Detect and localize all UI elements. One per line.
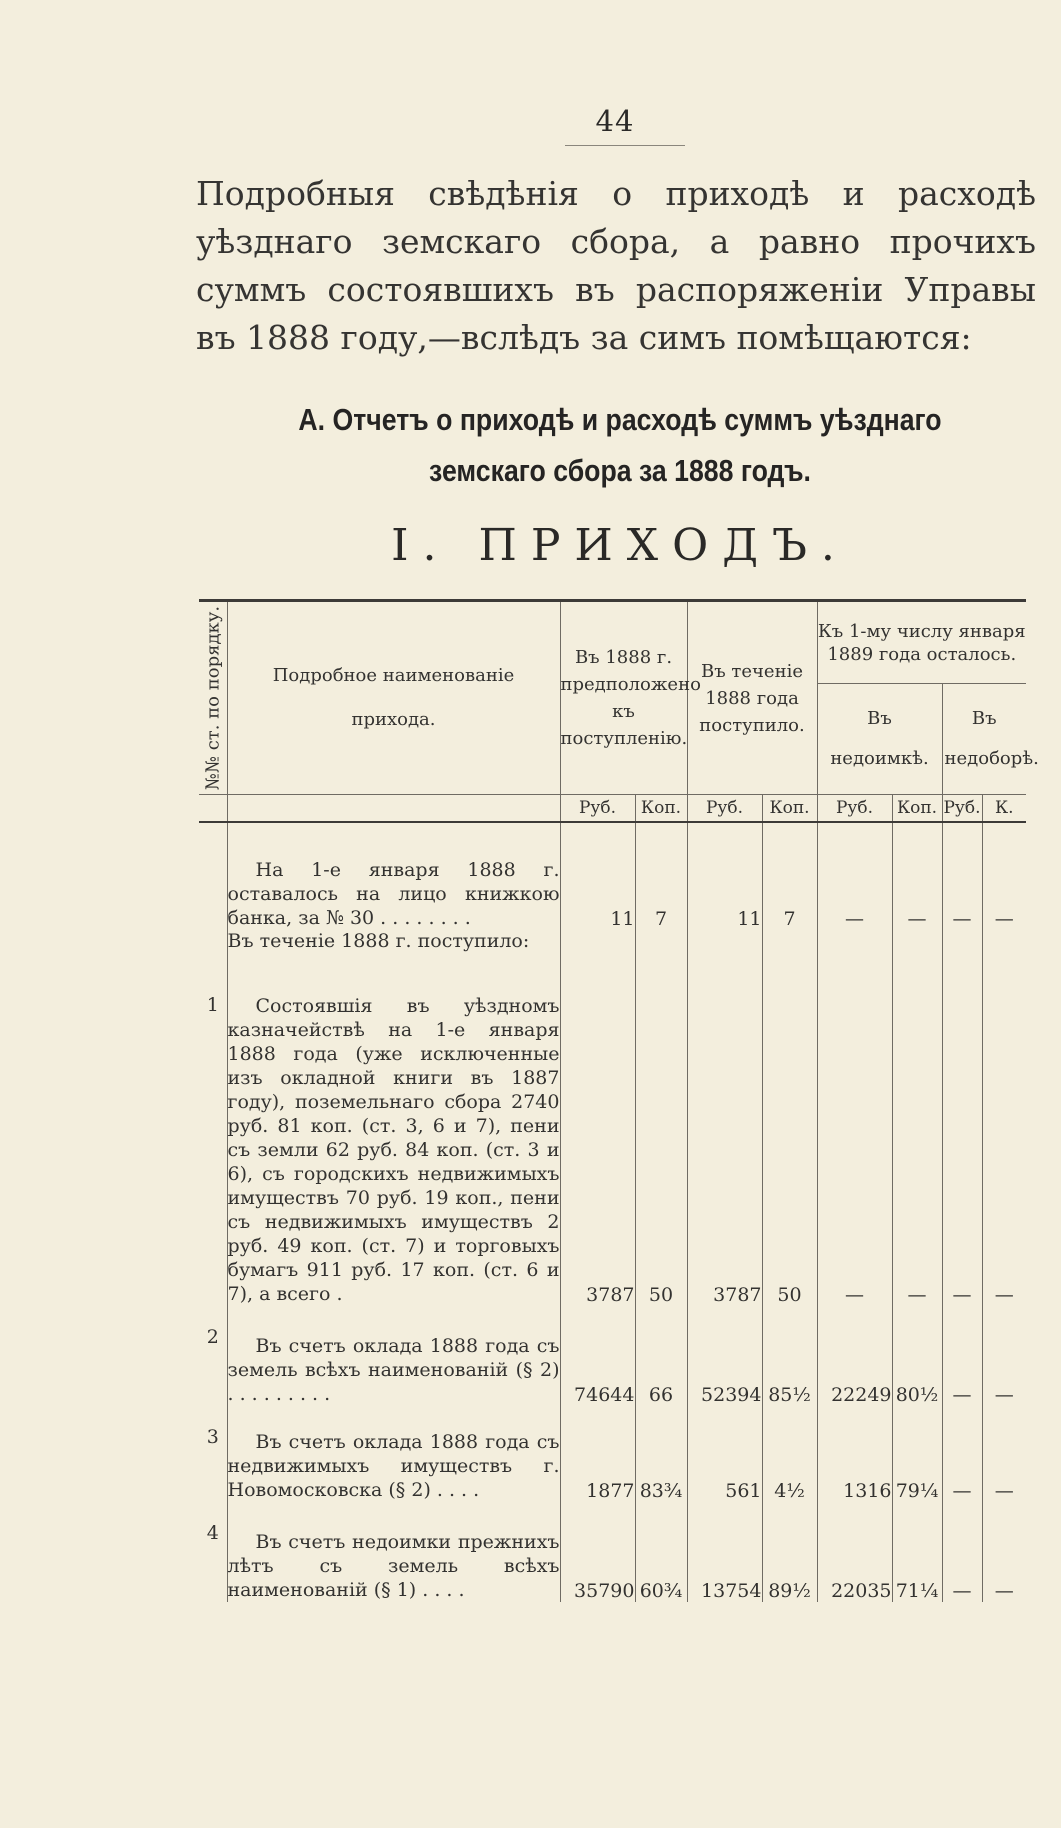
- row-number: [199, 822, 227, 930]
- row-lead-text: Въ теченіе 1888 г. поступило:: [227, 930, 560, 992]
- received-kop: 50: [762, 992, 817, 1306]
- unit-arrears-rub: Руб.: [817, 795, 892, 823]
- unit-arrears-kop: Коп.: [892, 795, 942, 823]
- arrears-rub: —: [817, 992, 892, 1306]
- planned-kop: 50: [635, 992, 687, 1306]
- planned-kop: 83¾: [635, 1406, 687, 1502]
- short-rub: —: [942, 992, 982, 1306]
- section-title-line2: земскаго сбора за 1888 годъ.: [429, 453, 811, 488]
- short-rub: —: [942, 1406, 982, 1502]
- row-description: Въ счетъ оклада 1888 года съ земель всѣхъ наименованій (§ 2) . . . . . . . . .: [227, 1306, 560, 1406]
- short-kop: —: [982, 822, 1026, 930]
- planned-kop: 7: [635, 822, 687, 930]
- received-rub: 13754: [687, 1502, 762, 1602]
- short-kop: —: [982, 1306, 1026, 1406]
- row-number: 1: [206, 994, 219, 1016]
- planned-kop: 66: [635, 1306, 687, 1406]
- arrears-rub: 1316: [817, 1406, 892, 1502]
- unit-empty-name: [227, 795, 560, 823]
- header-shortfall: Въ недоборѣ.: [942, 684, 1026, 795]
- received-rub: 561: [687, 1406, 762, 1502]
- received-rub: 11: [687, 822, 762, 930]
- received-kop: 89½: [762, 1502, 817, 1602]
- planned-rub: 35790: [560, 1502, 635, 1602]
- row-description: На 1-е января 1888 г. оставалось на лицо книжкою банка, за № 30 . . . . . . . .: [227, 822, 560, 930]
- income-table-wrapper: [199, 599, 1039, 1609]
- unit-empty-num: [199, 795, 227, 823]
- empty-cell: [635, 930, 687, 992]
- empty-cell: [817, 930, 892, 992]
- empty-cell: [762, 930, 817, 992]
- empty-cell: [560, 930, 635, 992]
- unit-planned-rub: Руб.: [560, 795, 635, 823]
- table-row: [199, 992, 1026, 1306]
- arrears-kop: —: [892, 822, 942, 930]
- table-row: [199, 822, 1026, 930]
- arrears-kop: 79¼: [892, 1406, 942, 1502]
- unit-planned-kop: Коп.: [635, 795, 687, 823]
- planned-rub: 1877: [560, 1406, 635, 1502]
- unit-short-kop: К.: [982, 795, 1026, 823]
- unit-received-rub: Руб.: [687, 795, 762, 823]
- unit-short-rub: Руб.: [942, 795, 982, 823]
- short-rub: —: [942, 1502, 982, 1602]
- received-rub: 52394: [687, 1306, 762, 1406]
- header-arrears: Въ недоимкѣ.: [817, 684, 942, 795]
- arrears-kop: 80½: [892, 1306, 942, 1406]
- row-description: Въ счетъ оклада 1888 года съ недвижимыхъ имуществъ г. Новомосковска (§ 2) . . . .: [227, 1406, 560, 1502]
- header-name: Подробное наименованіе прихода.: [227, 601, 560, 795]
- empty-cell: [982, 930, 1026, 992]
- row-description: Состоявшія въ уѣздномъ казначействѣ на 1-е января 1888 года (уже исключенные изъ окладной книги въ 1887 году), поземельнаго сбора 2740 руб. 81 коп. (ст. 3, 6 и 7), пени съ земли 62 руб. 84 коп. (ст. 3 и 6), съ городскихъ недвижимыхъ имуществъ 70 руб. 19 коп., пени съ недвижимыхъ имуществъ 2 руб. 49 коп. (ст. 7) и торговыхъ бумагъ 911 руб. 17 коп. (ст. 6 и 7), а всего .: [227, 992, 560, 1306]
- row-number: 2: [206, 1326, 219, 1348]
- short-rub: —: [942, 1306, 982, 1406]
- section-title-line1: А. Отчетъ о приходѣ и расходѣ суммъ уѣзднаго: [298, 402, 942, 437]
- short-kop: —: [982, 1502, 1026, 1602]
- short-kop: —: [982, 992, 1026, 1306]
- header-planned: Въ 1888 г. предположено къ поступленію.: [560, 601, 687, 795]
- planned-kop: 60¾: [635, 1502, 687, 1602]
- income-table: [199, 599, 1039, 1602]
- table-row: [199, 930, 1026, 992]
- intro-paragraph: [196, 170, 1036, 362]
- row-description: Въ счетъ недоимки прежнихъ лѣтъ съ земель всѣхъ наименованій (§ 1) . . . .: [227, 1502, 560, 1602]
- intro-text: Подробныя свѣдѣнія о приходѣ и расходѣ уѣзднаго земскаго сбора, а равно прочихъ суммъ состоявшихъ въ распоряженіи Управы въ 1888 году,—вслѣдъ за симъ помѣщаются:: [196, 174, 1036, 357]
- table-row: [199, 1306, 1026, 1406]
- planned-rub: 3787: [560, 992, 635, 1306]
- row-number: [199, 930, 227, 992]
- section-title: [259, 394, 981, 496]
- arrears-rub: 22249: [817, 1306, 892, 1406]
- row-number: 3: [206, 1426, 219, 1448]
- empty-cell: [942, 930, 982, 992]
- received-kop: 7: [762, 822, 817, 930]
- header-row-number: №№ ст. по порядку.: [199, 601, 227, 795]
- empty-cell: [892, 930, 942, 992]
- page-number-rule: [565, 145, 685, 146]
- planned-rub: 11: [560, 822, 635, 930]
- arrears-rub: 22035: [817, 1502, 892, 1602]
- row-number: 4: [206, 1522, 219, 1544]
- short-kop: —: [982, 1406, 1026, 1502]
- part-heading: I. ПРИХОДЪ.: [391, 520, 849, 571]
- received-kop: 4½: [762, 1406, 817, 1502]
- received-rub: 3787: [687, 992, 762, 1306]
- arrears-kop: —: [892, 992, 942, 1306]
- unit-received-kop: Коп.: [762, 795, 817, 823]
- arrears-rub: —: [817, 822, 892, 930]
- page-number: 44: [595, 104, 635, 138]
- header-received: Въ теченіе 1888 года поступило.: [687, 601, 817, 795]
- empty-cell: [687, 930, 762, 992]
- arrears-kop: 71¼: [892, 1502, 942, 1602]
- received-kop: 85½: [762, 1306, 817, 1406]
- table-row: [199, 1502, 1026, 1602]
- planned-rub: 74644: [560, 1306, 635, 1406]
- short-rub: —: [942, 822, 982, 930]
- table-row: [199, 1406, 1026, 1502]
- header-remaining: Къ 1-му числу января 1889 года осталось.: [817, 601, 1026, 684]
